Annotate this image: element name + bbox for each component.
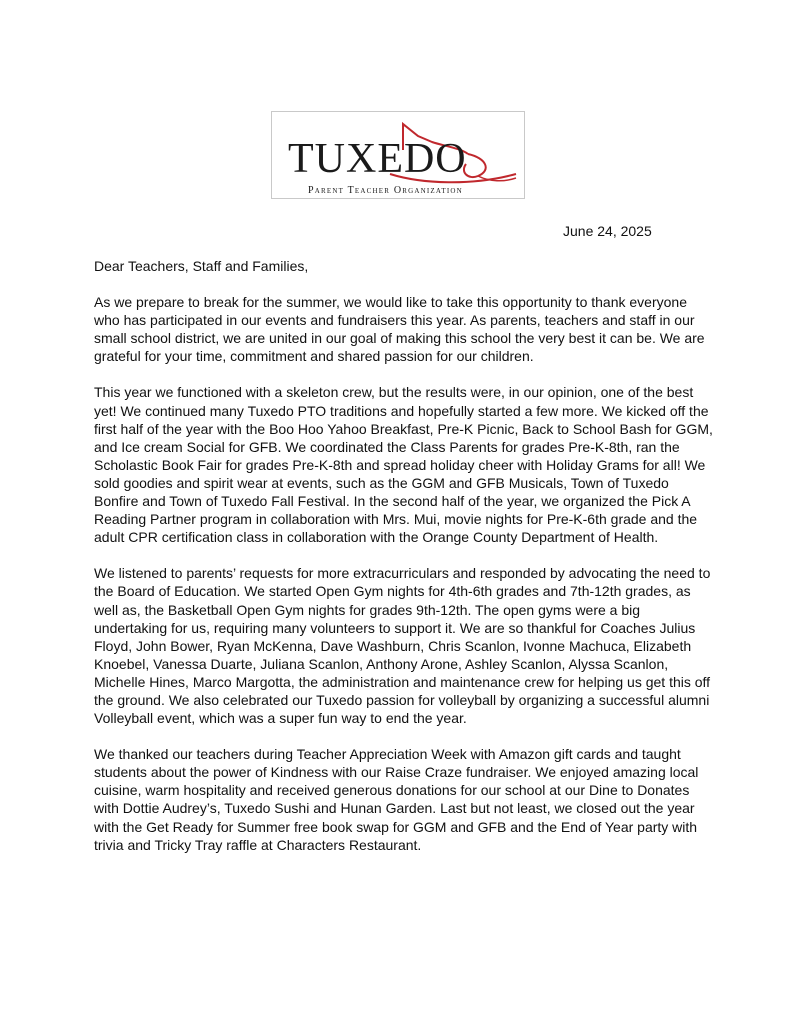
logo-subtitle: Parent Teacher Organization xyxy=(308,185,463,196)
letter-paragraph: As we prepare to break for the summer, we would like to take this opportunity to thank everyone who has participated in our events and fundraisers this year. As parents, teachers and staff in our small school district, we are united in our goal of making this school the very best it can be. We are grateful for your time, commitment and shared passion for our children. xyxy=(94,294,705,365)
logo-wordmark: TUXEDO xyxy=(288,136,467,182)
letter-paragraph: We listened to parents’ requests for more extracurriculars and responded by advocating the need to the Board of Education. We started Open Gym nights for 4th-6th grades and 7th-12th grades, as well as, the Basketball Open Gym nights for grades 9th-12th. The open gyms were a big undertaking for us, requiring many volunteers to support it. We are so thankful for Coaches Julius Floyd, John Bower, Ryan McKenna, Dave Washburn, Chris Scanlon, Ivonne Machuca, Elizabeth Knoebel, Vanessa Duarte, Juliana Scanlon, Anthony Arone, Ashley Scanlon, Alyssa Scanlon, Michelle Hines, Marco Margotta, the administration and maintenance crew for helping us get this off the ground. We also celebrated our Tuxedo passion for volleyball by organizing a successful alumni Volleyball event, which was a super fun way to end the year. xyxy=(94,565,711,727)
pto-logo xyxy=(271,111,525,199)
letter-date: June 24, 2025 xyxy=(563,223,652,239)
letter-paragraph: This year we functioned with a skeleton crew, but the results were, in our opinion, one of the best yet! We continued many Tuxedo PTO traditions and hopefully started a few more. We kicked off the first half of the year with the Boo Hoo Yahoo Breakfast, Pre-K Picnic, Back to School Bash for GGM, and Ice cream Social for GFB. We coordinated the Class Parents for grades Pre-K-8th, ran the Scholastic Book Fair for grades Pre-K-8th and spread holiday cheer with Holiday Grams for all! We sold goodies and spirit wear at events, such as the GGM and GFB Musicals, Town of Tuxedo Bonfire and Town of Tuxedo Fall Festival. In the second half of the year, we organized the Pick A Reading Partner program in collaboration with Mrs. Mui, movie nights for Pre-K-6th grade and the adult CPR certification class in collaboration with the Orange County Department of Health. xyxy=(94,384,713,546)
letter-body xyxy=(94,257,714,872)
letter-salutation: Dear Teachers, Staff and Families, xyxy=(94,258,309,274)
letter-paragraph: We thanked our teachers during Teacher Appreciation Week with Amazon gift cards and taught students about the power of Kindness with our Raise Craze fundraiser. We enjoyed amazing local cuisine, warm hospitality and received generous donations for our school at our Dine to Donates with Dottie Audrey’s, Tuxedo Sushi and Hunan Garden. Last but not least, we closed out the year with the Get Ready for Summer free book swap for GGM and GFB and the End of Year party with trivia and Tricky Tray raffle at Characters Restaurant. xyxy=(94,746,699,853)
